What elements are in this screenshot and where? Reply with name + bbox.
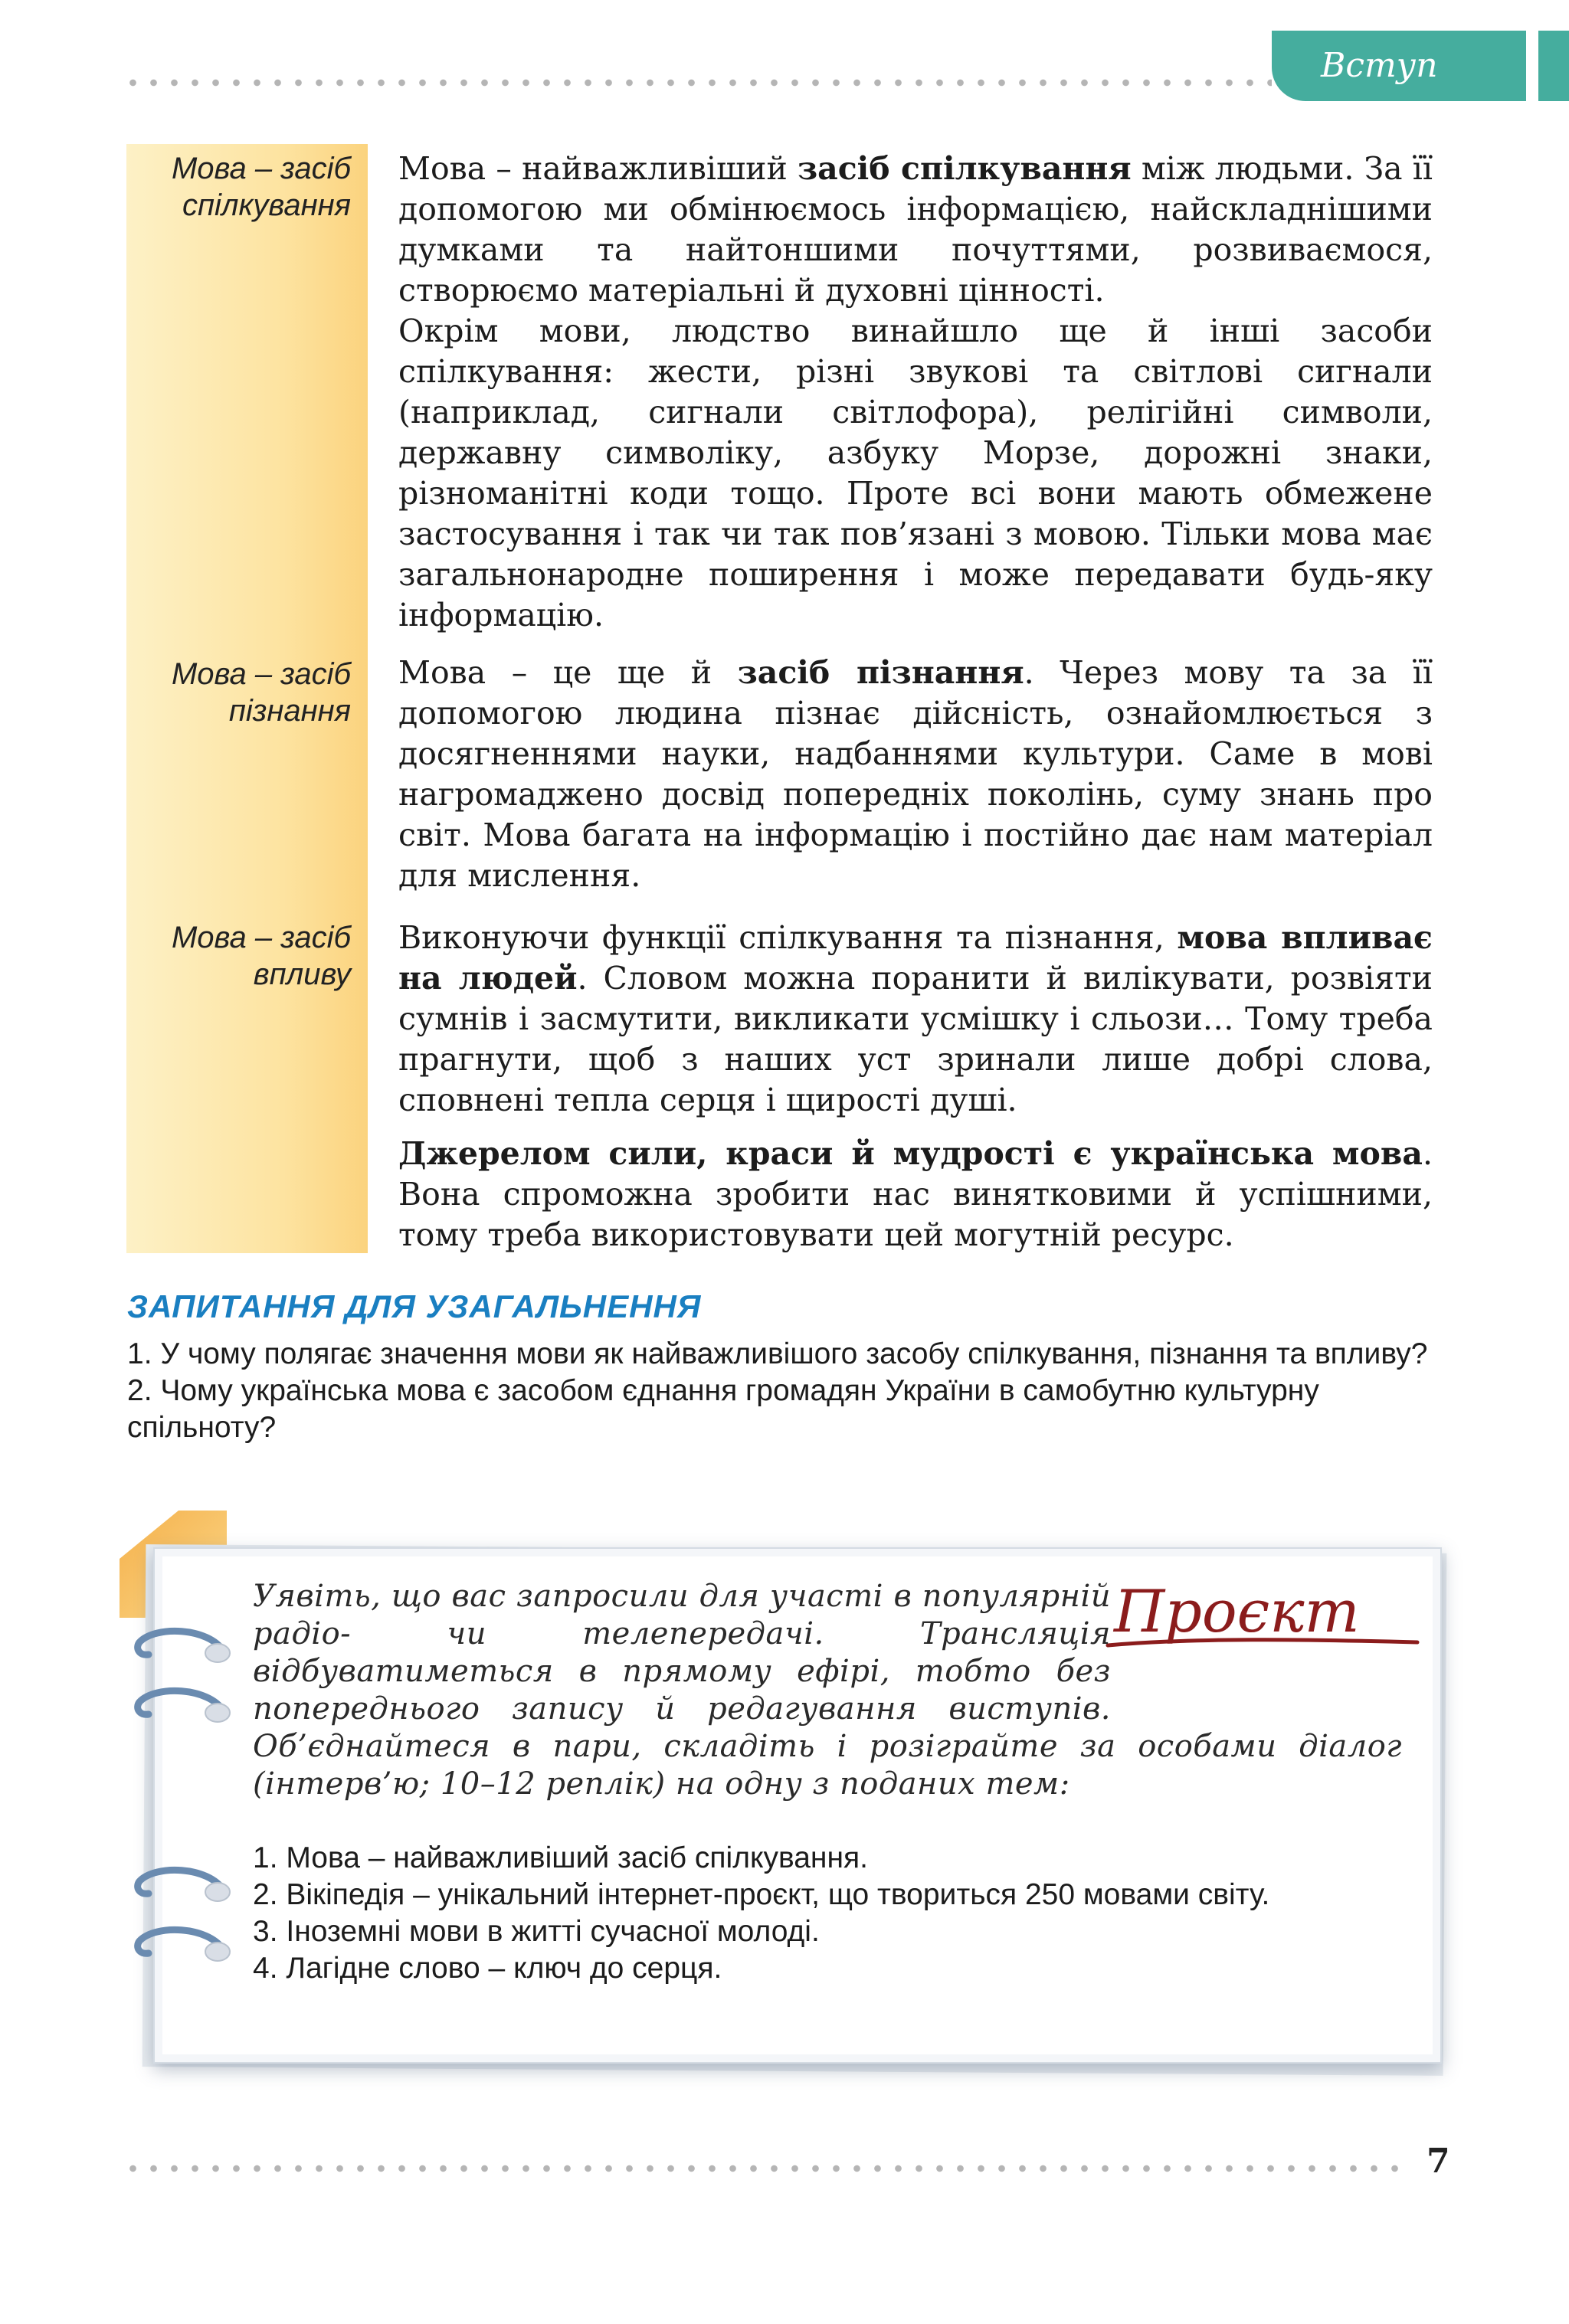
header-dotted-rule [123, 79, 1272, 87]
project-intro: Уявіть, що вас запросили для участі в популярній радіо- чи телепередачі. Трансляція відбуватиметься в прямому ефірі, тобто без попереднього запису й редагування виступів. Об’єднайтеся в пари, складіть і розіграйте за особами діалог (інтерв’ю; 10–12 реплік) на одну з поданих тем: [253, 1579, 1402, 1802]
page-number: 7 [1427, 2142, 1450, 2181]
binder-ring-icon [132, 1682, 233, 1736]
footer-dotted-rule [123, 2165, 1410, 2172]
questions-list [127, 1336, 1437, 1446]
term-influence: мова впливає на людей [398, 919, 1433, 997]
question-item: 1. У чому полягає значення мови як найважливішого засобу спілкування, пізнання та впливу? [127, 1337, 1428, 1370]
side-label-influence: Мова – засіб впливу [171, 921, 351, 991]
paragraph-communication-1: Мова – найважливіший засіб спілкування між людьми. За її допомогою ми обмінюємось інформацією, найскладнішими думками та найтоншими почуттями, розвиваємося, створюємо матеріальні й духовні цінності. [398, 150, 1433, 309]
paragraph-influence: Виконуючи функції спілкування та пізнання, мова впливає на людей. Словом можна поранити й вилікувати, розвіяти сумнів і засмутити, викликати усмішку і сльози… Тому треба прагнути, щоб з наших уст зринали лише добрі слова, сповнені тепла серця і щирості душі. [398, 919, 1433, 1118]
paragraph-cognition: Мова – це ще й засіб пізнання. Через мову та за її допомогою людина пізнає дійсність, ознайомлюється з досягненнями науки, надбаннями культури. Саме в мові нагромаджено досвід попередніх поколінь, суму знань про світ. Мова багата на інформацію і постійно дає нам матеріал для мислення. [398, 654, 1433, 894]
binder-ring-icon [132, 1861, 233, 1915]
section-tab-edge [1538, 31, 1569, 101]
side-label-cognition: Мова – засіб пізнання [171, 657, 351, 728]
topic-item: 2. Вікіпедія – унікальний інтернет-проєкт, що твориться 250 мовами світу. [253, 1878, 1270, 1911]
section-tab [1272, 31, 1526, 101]
side-label-communication: Мова – засіб спілкування [171, 152, 351, 222]
paragraph-communication-2: Окрім мови, людство винайшло ще й інші засоби спілкування: жести, різні звукові та світлові сигнали (наприклад, сигнали світлофора), релігійні символи, державну символіку, азбуку Морзе, дорожні знаки, різноманітні коди тощо. Проте всі вони мають обмежене застосування і так чи так пов’язані з мовою. Тільки мова має загальнонародне поширення і може передавати будь-яку інформацію. [398, 313, 1433, 633]
term-communication: засіб спілкування [797, 150, 1132, 187]
project-topics [253, 1840, 1387, 1987]
paragraph-ukrainian-language: Джерелом сили, краси й мудрості є українська мова. Вона спроможна зробити нас винятковими й успішними, тому треба використовувати цей могутній ресурс. [398, 1135, 1433, 1253]
topic-item: 4. Лагідне слово – ключ до серця. [253, 1952, 722, 1985]
binder-ring-icon [132, 1921, 233, 1975]
topic-item: 1. Мова – найважливіший засіб спілкування. [253, 1841, 868, 1874]
binder-ring-icon [132, 1622, 233, 1676]
topic-item: 3. Іноземні мови в житті сучасної молоді. [253, 1915, 820, 1948]
questions-title: ЗАПИТАННЯ ДЛЯ УЗАГАЛЬНЕННЯ [127, 1288, 702, 1324]
project-label-text: Проєкт [1114, 1577, 1360, 1645]
section-tab-label: Вступ [1321, 46, 1438, 85]
question-item: 2. Чому українська мова є засобом єднання громадян України в самобутню культурну спільноту? [127, 1374, 1319, 1444]
term-cognition: засіб пізнання [737, 654, 1024, 691]
